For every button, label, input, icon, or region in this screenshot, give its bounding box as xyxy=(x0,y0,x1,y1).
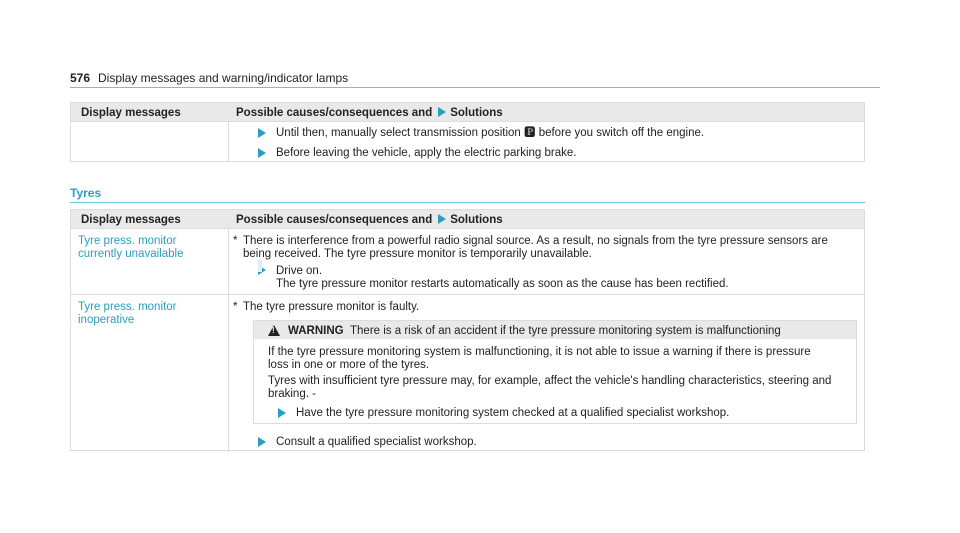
cause-text: being received. The tyre pressure monitor is temporarily unavailable. xyxy=(243,248,592,260)
section-title-tyres xyxy=(70,186,865,203)
table-header xyxy=(71,210,864,228)
step-text: Until then, manually select transmission position 🅿 before you switch off the engine. xyxy=(276,127,705,139)
page-title: Display messages and warning/indicator lamps xyxy=(98,71,349,85)
column-divider xyxy=(228,295,229,452)
warning-heading: There is a risk of an accident if the tyre pressure monitoring system is malfunctioning xyxy=(350,325,781,337)
col-causes-solutions xyxy=(236,107,503,119)
step-text: Before leaving the vehicle, apply the electric parking brake. xyxy=(276,147,577,159)
col-solutions-label: Solutions xyxy=(450,107,503,119)
step-arrow-icon xyxy=(258,148,266,158)
step-arrow-icon xyxy=(258,128,266,138)
col-display-messages: Display messages xyxy=(81,107,181,119)
step-text: Drive on. xyxy=(276,265,323,277)
section-title-text: Tyres xyxy=(70,186,102,200)
page-header xyxy=(70,69,880,88)
table-header xyxy=(71,103,864,121)
warning-text: Tyres with insufficient tyre pressure may, for example, affect the vehicle's handling characteristics, steering and xyxy=(268,375,832,387)
message-tyre-press-inoperative: Tyre press. monitor inoperative xyxy=(78,301,177,326)
table-row xyxy=(71,228,864,294)
message-tyre-press-unavailable: Tyre press. monitor currently unavailable xyxy=(78,235,184,260)
page-number: 576 xyxy=(70,71,91,85)
warning-text: loss in one or more of the tyres. xyxy=(268,359,430,371)
warning-text: braking. - xyxy=(268,388,316,400)
step-note: The tyre pressure monitor restarts automatically as soon as the cause has been rectified. xyxy=(276,278,729,290)
col-causes-label: Possible causes/consequences and xyxy=(236,107,433,119)
col-solutions-label: Solutions xyxy=(450,214,503,226)
cause-text: There is interference from a powerful radio signal source. As a result, no signals from the tyre pressure sensors are xyxy=(243,235,828,247)
solution-arrow-icon xyxy=(438,107,446,117)
solution-arrow-icon xyxy=(438,214,446,224)
col-display-messages: Display messages xyxy=(81,214,181,226)
column-divider xyxy=(228,229,229,294)
warning-text: If the tyre pressure monitoring system is malfunctioning, it is not able to issue a warning if there is pressure xyxy=(268,346,811,358)
table-row xyxy=(71,121,864,162)
step-arrow-icon xyxy=(258,437,266,447)
warning-box xyxy=(253,320,857,424)
column-divider xyxy=(228,122,229,162)
note-marker xyxy=(258,260,262,272)
warning-header xyxy=(254,321,856,339)
warning-step: Have the tyre pressure monitoring system checked at a qualified specialist workshop. xyxy=(296,407,730,419)
step-arrow-icon xyxy=(278,408,286,418)
asterisk: * xyxy=(233,301,238,313)
warning-triangle-icon xyxy=(268,325,280,336)
col-causes-solutions xyxy=(236,214,503,226)
display-messages-table-1 xyxy=(70,102,865,162)
cause-text: The tyre pressure monitor is faulty. xyxy=(243,301,420,313)
col-causes-label: Possible causes/consequences and xyxy=(236,214,433,226)
warning-label: WARNING xyxy=(288,325,344,337)
asterisk: * xyxy=(233,235,238,247)
step-text: Consult a qualified specialist workshop. xyxy=(276,436,477,448)
